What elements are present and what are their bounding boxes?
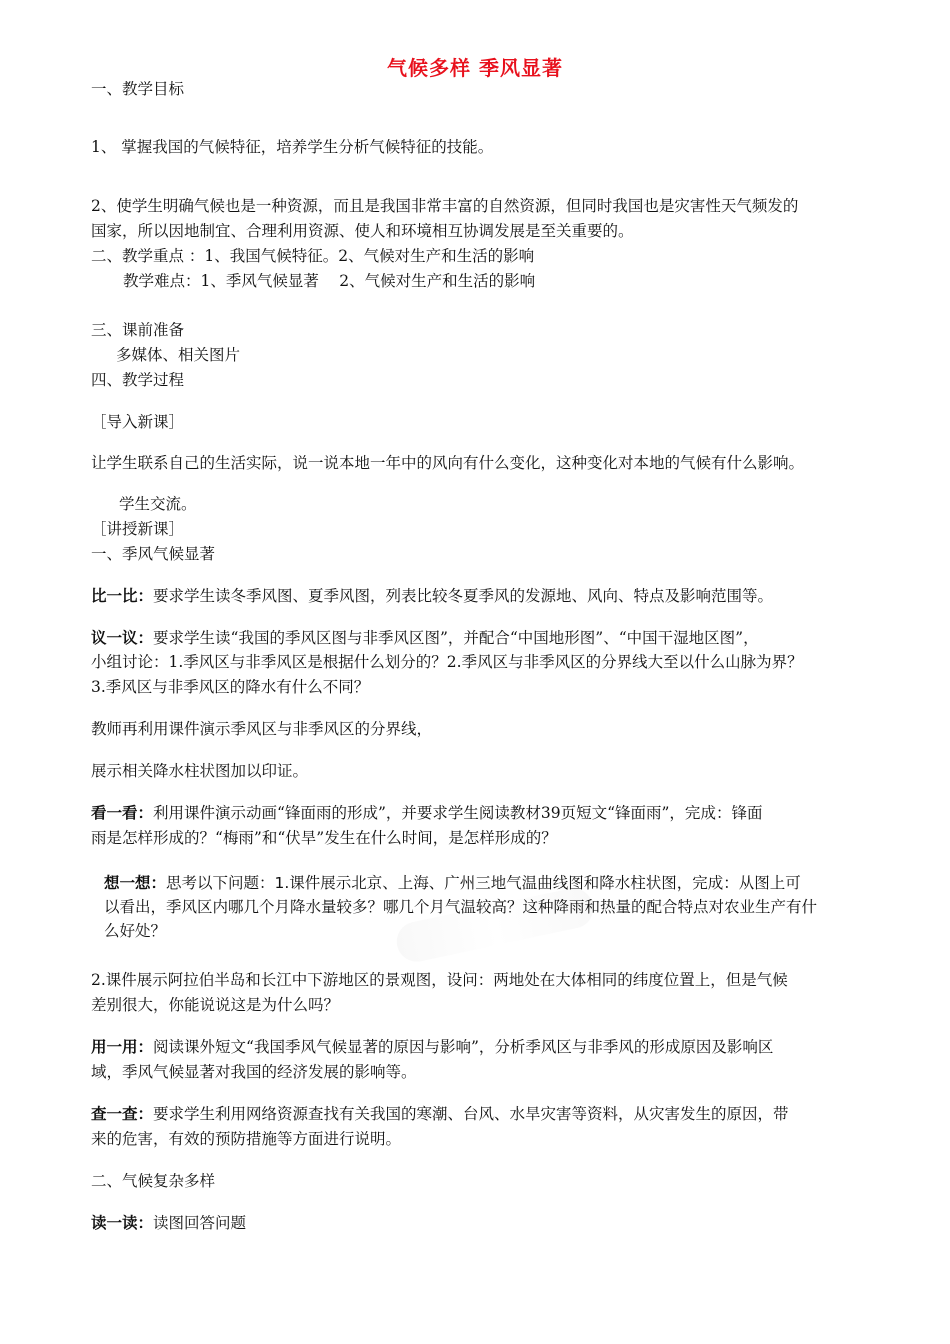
paragraph bbox=[91, 628, 759, 648]
section-heading: 四、教学过程 bbox=[91, 371, 185, 389]
paragraph: 1、 掌握我国的气候特征，培养学生分析气候特征的技能。 bbox=[91, 138, 494, 156]
paragraph bbox=[91, 586, 773, 606]
paragraph bbox=[91, 1037, 773, 1057]
paragraph: 雨是怎样形成的？“梅雨”和“伏旱”发生在什么时间，是怎样形成的？ bbox=[91, 829, 557, 847]
section-heading: 一、教学目标 bbox=[91, 80, 185, 98]
subheading: ［讲授新课］ bbox=[91, 520, 185, 538]
paragraph: 多媒体、相关图片 bbox=[116, 346, 241, 364]
section-heading: 三、课前准备 bbox=[91, 321, 185, 339]
activity-label: 想一想： bbox=[104, 874, 167, 892]
activity-label: 比一比： bbox=[91, 586, 154, 605]
paragraph: 3.季风区与非季风区的降水有什么不同？ bbox=[91, 678, 370, 696]
paragraph-text: 要求学生读“我国的季风区图与非季风区图”，并配合“中国地形图”、“中国干湿地区图”， bbox=[153, 629, 759, 647]
paragraph: 么好处？ bbox=[104, 922, 167, 940]
section-heading: 二、气候复杂多样 bbox=[91, 1172, 216, 1190]
section-heading: 二、教学重点 ：1、我国气候特征。2、气候对生产和生活的影响 bbox=[91, 247, 535, 265]
paragraph: 小组讨论：1.季风区与非季风区是根据什么划分的？2.季风区与非季风区的分界线大至以什么山脉为界？ bbox=[91, 653, 803, 671]
paragraph: 差别很大，你能说说这是为什么吗？ bbox=[91, 996, 340, 1014]
paragraph bbox=[91, 1213, 246, 1233]
paragraph-text: 利用课件演示动画“锋面雨的形成”，并要求学生阅读教材39页短文“锋面雨”，完成：锋面 bbox=[153, 804, 763, 822]
subheading: ［导入新课］ bbox=[91, 413, 185, 431]
paragraph: 来的危害，有效的预防措施等方面进行说明。 bbox=[91, 1130, 402, 1148]
paragraph: 教师再利用课件演示季风区与非季风区的分界线， bbox=[91, 720, 433, 738]
paragraph-text: 阅读课外短文“我国季风气候显著的原因与影响”，分析季风区与非季风的形成原因及影响区 bbox=[153, 1038, 774, 1056]
paragraph: 2.课件展示阿拉伯半岛和长江中下游地区的景观图，设问：两地处在大体相同的纬度位置上，但是气候 bbox=[91, 971, 788, 989]
paragraph: 2、使学生明确气候也是一种资源，而且是我国非常丰富的自然资源，但同时我国也是灾害性天气频发的 bbox=[91, 197, 799, 215]
paragraph-text: 要求学生利用网络资源查找有关我国的寒潮、台风、水旱灾害等资料，从灾害发生的原因，带 bbox=[153, 1105, 789, 1123]
paragraph-text: 要求学生读冬季风图、夏季风图，列表比较冬夏季风的发源地、风向、特点及影响范围等。 bbox=[153, 587, 774, 605]
section-heading: 一、季风气候显著 bbox=[91, 545, 216, 563]
activity-label: 读一读： bbox=[91, 1213, 154, 1232]
paragraph bbox=[91, 803, 762, 823]
paragraph-text: 读图回答问题 bbox=[153, 1214, 247, 1232]
paragraph: 教学难点：1、季风气候显著 2、气候对生产和生活的影响 bbox=[123, 272, 536, 290]
paragraph: 学生交流。 bbox=[119, 495, 197, 513]
paragraph-text: 思考以下问题：1.课件展示北京、上海、广州三地气温曲线图和降水柱状图，完成：从图上可 bbox=[166, 874, 801, 892]
paragraph bbox=[91, 1104, 789, 1124]
activity-label: 用一用： bbox=[91, 1037, 154, 1056]
activity-label: 议一议： bbox=[91, 628, 154, 647]
paragraph: 国家，所以因地制宜、合理利用资源、使人和环境相互协调发展是至关重要的。 bbox=[91, 222, 634, 240]
paragraph bbox=[104, 873, 801, 893]
paragraph: 让学生联系自己的生活实际，说一说本地一年中的风向有什么变化，这种变化对本地的气候有什么影响。 bbox=[91, 454, 805, 472]
activity-label: 看一看： bbox=[91, 803, 154, 822]
paragraph: 展示相关降水柱状图加以印证。 bbox=[91, 762, 309, 780]
paragraph: 域，季风气候显著对我国的经济发展的影响等。 bbox=[91, 1063, 417, 1081]
document-title: 气候多样 季风显著 bbox=[387, 56, 563, 80]
activity-label: 查一查： bbox=[91, 1104, 154, 1123]
paragraph: 以看出，季风区内哪几个月降水量较多？哪几个月气温较高？这种降雨和热量的配合特点对农业生产有什 bbox=[104, 898, 818, 916]
